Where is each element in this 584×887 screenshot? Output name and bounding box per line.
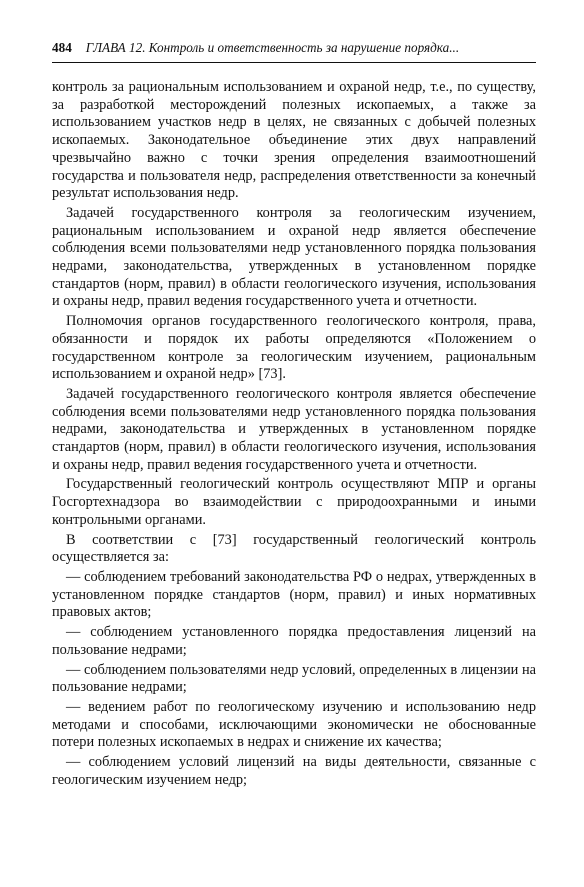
list-item: — соблюдением требований законодательства РФ о недрах, утвержденных в установленном порядке стандартов (норм, правил) и иных нормативных правовых актов; (52, 568, 536, 621)
list-item: — соблюдением пользователями недр условий, определенных в лицензии на пользование недрами; (52, 661, 536, 696)
page-body (52, 79, 536, 789)
list-item: — соблюдением установленного порядка предоставления лицензий на пользование недрами; (52, 624, 536, 658)
list-item: — соблюдением условий лицензий на виды деятельности, связанные с геологическим изучением недр; (52, 754, 536, 788)
book-page (52, 40, 536, 791)
page-number: 484 (52, 40, 72, 55)
paragraph-continuation: контроль за рациональным использованием и охраной недр, т.е., по существу, за разработкой месторождений полезных ископаемых, а также за использованием участков недр в целях, не связанных с добычей полезных ископаемых. Законодательное объединение этих двух направлений чрезвычайно важно с точки зрения определения взаимоотношений государства и пользователя недр, распределения ответственности за конечный результат использования недр. (52, 79, 536, 202)
paragraph: Задачей государственного геологического контроля является обеспечение соблюдения всеми пользователями недр установленного порядка пользования недрами, законодательства и утвержденных в установленном порядке стандартов (норм, правил) в области геологического изучения, использования и охраны недр, правил ведения государственного учета и отчетности. (52, 385, 536, 473)
paragraph: Государственный геологический контроль осуществляют МПР и органы Госгортехнадзора во взаимодействии с природоохранными и иными контрольными органами. (52, 476, 536, 528)
paragraph: В соответствии с [73] государственный геологический контроль осуществляется за: (52, 531, 536, 566)
list-item: — ведением работ по геологическому изучению и использованию недр методами и способами, исключающими экономически не обоснованные потери полезных ископаемых в недрах и снижение их качества; (52, 698, 536, 751)
paragraph: Задачей государственного контроля за геологическим изучением, рациональным использованием и охраной недр является обеспечение соблюдения всеми пользователями недр установленного порядка пользования недрами, законодательства, утвержденных в установленном порядке стандартов (норм, правил) в области геологического изучения, использования и охраны недр, правил ведения государственного учета и отчетности. (52, 204, 536, 310)
paragraph: Полномочия органов государственного геологического контроля, права, обязанности и порядок их работы определяются «Положением о государственном контроле за геологическим изучением, рациональным использованием и охраной недр» [73]. (52, 313, 536, 383)
running-head: ГЛАВА 12. Контроль и ответственность за нарушение порядка... (85, 40, 460, 55)
page-header (52, 40, 536, 63)
